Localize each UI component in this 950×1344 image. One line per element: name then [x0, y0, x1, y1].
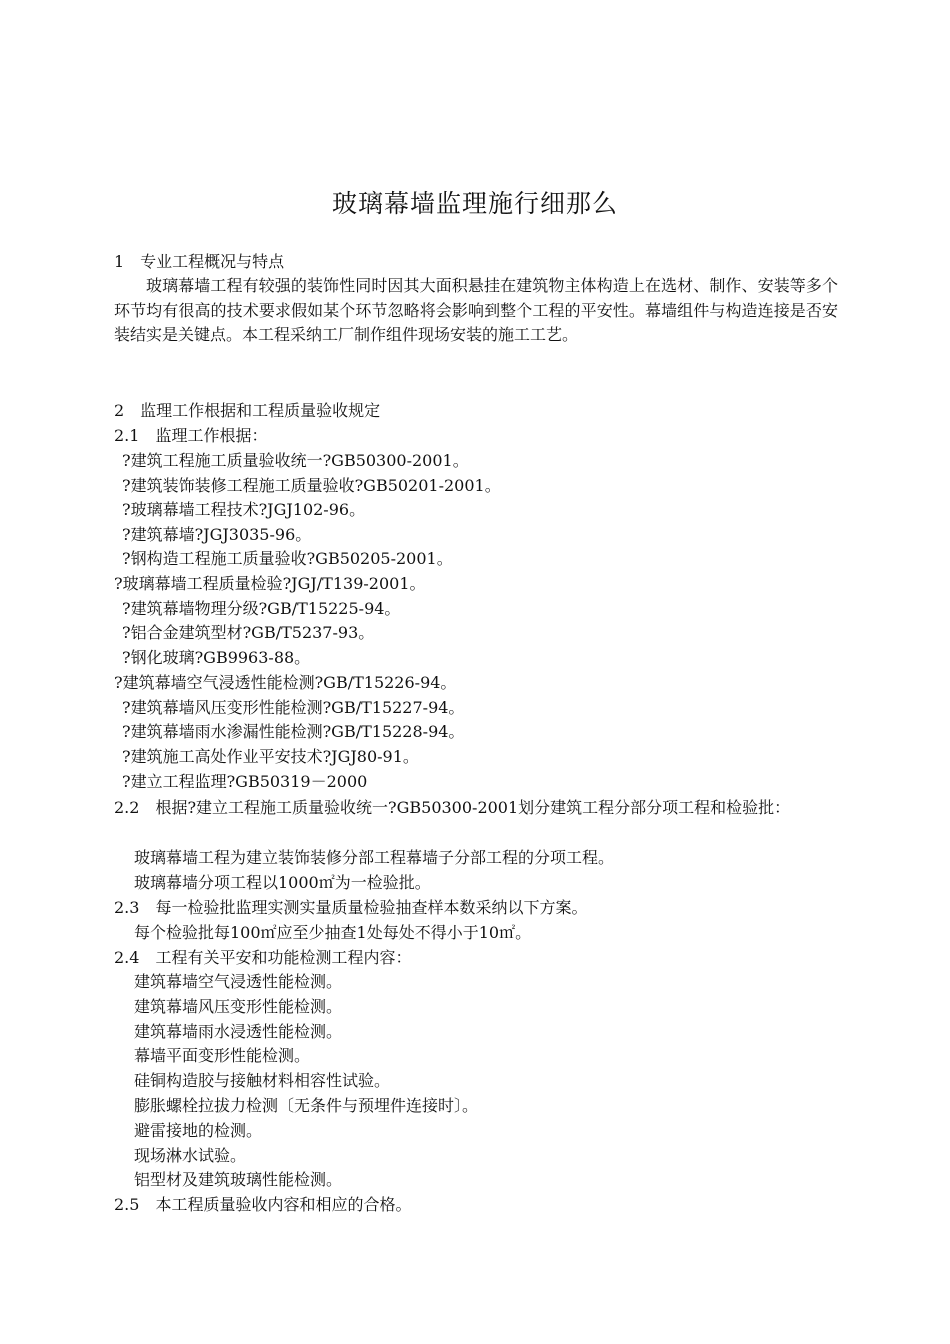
section-2-2-line: 玻璃幕墙工程为建立装饰装修分部工程幕墙子分部工程的分项工程。: [134, 848, 615, 867]
test-item: 避雷接地的检测。: [134, 1121, 263, 1140]
reference-item: ?建筑工程施工质量验收统一?GB50300-2001。: [122, 451, 469, 470]
section-2-heading: 2 监理工作根据和工程质量验收规定: [114, 401, 381, 420]
section-2-5-heading: 2.5 本工程质量验收内容和相应的合格。: [114, 1195, 412, 1214]
section-2-1-heading: 2.1 监理工作根据：: [114, 426, 268, 445]
test-item: 幕墙平面变形性能检测。: [134, 1046, 311, 1065]
section-2-2-line: 玻璃幕墙分项工程以1000㎡为一检验批。: [134, 873, 431, 892]
section-2-2-heading: 2.2 根据?建立工程施工质量验收统一?GB50300-2001划分建筑工程分部分项工程和检验批：: [114, 798, 791, 817]
test-item: 硅铜构造胶与接触材料相容性试验。: [134, 1071, 391, 1090]
reference-item: ?建筑幕墙雨水渗漏性能检测?GB/T15228-94。: [122, 722, 465, 741]
test-item: 铝型材及建筑玻璃性能检测。: [134, 1170, 343, 1189]
test-item: 膨胀螺栓拉拔力检测〔无条件与预埋件连接时〕。: [134, 1096, 479, 1115]
reference-item: ?玻璃幕墙工程质量检验?JGJ/T139-2001。: [114, 574, 426, 593]
test-item: 建筑幕墙空气浸透性能检测。: [134, 972, 343, 991]
test-item: 建筑幕墙雨水浸透性能检测。: [134, 1022, 343, 1041]
reference-item: ?钢构造工程施工质量验收?GB50205-2001。: [122, 549, 453, 568]
reference-item: ?玻璃幕墙工程技术?JGJ102-96。: [122, 500, 366, 519]
section-1-heading: 1 专业工程概况与特点: [114, 252, 285, 271]
section-2-4-heading: 2.4 工程有关平安和功能检测工程内容：: [114, 948, 412, 967]
test-item: 现场淋水试验。: [134, 1146, 247, 1165]
reference-item: ?钢化玻璃?GB9963-88。: [122, 648, 311, 667]
reference-item: ?建筑施工高处作业平安技术?JGJ80-91。: [122, 747, 419, 766]
section-2-3-line: 每个检验批每100㎡应至少抽查1处每处不得小于10㎡。: [134, 923, 532, 942]
page-title: 玻璃幕墙监理施行细那么: [331, 189, 618, 218]
reference-item: ?建筑装饰装修工程施工质量验收?GB50201-2001。: [122, 476, 501, 495]
reference-item: ?铝合金建筑型材?GB/T5237-93。: [122, 623, 375, 642]
reference-item: ?建立工程监理?GB50319－2000: [122, 772, 368, 791]
reference-item: ?建筑幕墙风压变形性能检测?GB/T15227-94。: [122, 698, 465, 717]
section-1-body: 玻璃幕墙工程有较强的装饰性同时因其大面积悬挂在建筑物主体构造上在选材、制作、安装等多个环节均有很高的技术要求假如某个环节忽略将会影响到整个工程的平安性。幕墙组件与构造连接是否安装结实是关键点。本工程采纳工厂制作组件现场安装的施工工艺。: [114, 276, 838, 344]
reference-item: ?建筑幕墙空气浸透性能检测?GB/T15226-94。: [114, 673, 457, 692]
reference-item: ?建筑幕墙?JGJ3035-96。: [122, 525, 312, 544]
section-2-3-heading: 2.3 每一检验批监理实测实量质量检验抽查样本数采纳以下方案。: [114, 898, 588, 917]
reference-item: ?建筑幕墙物理分级?GB/T15225-94。: [122, 599, 401, 618]
test-item: 建筑幕墙风压变形性能检测。: [134, 997, 343, 1016]
